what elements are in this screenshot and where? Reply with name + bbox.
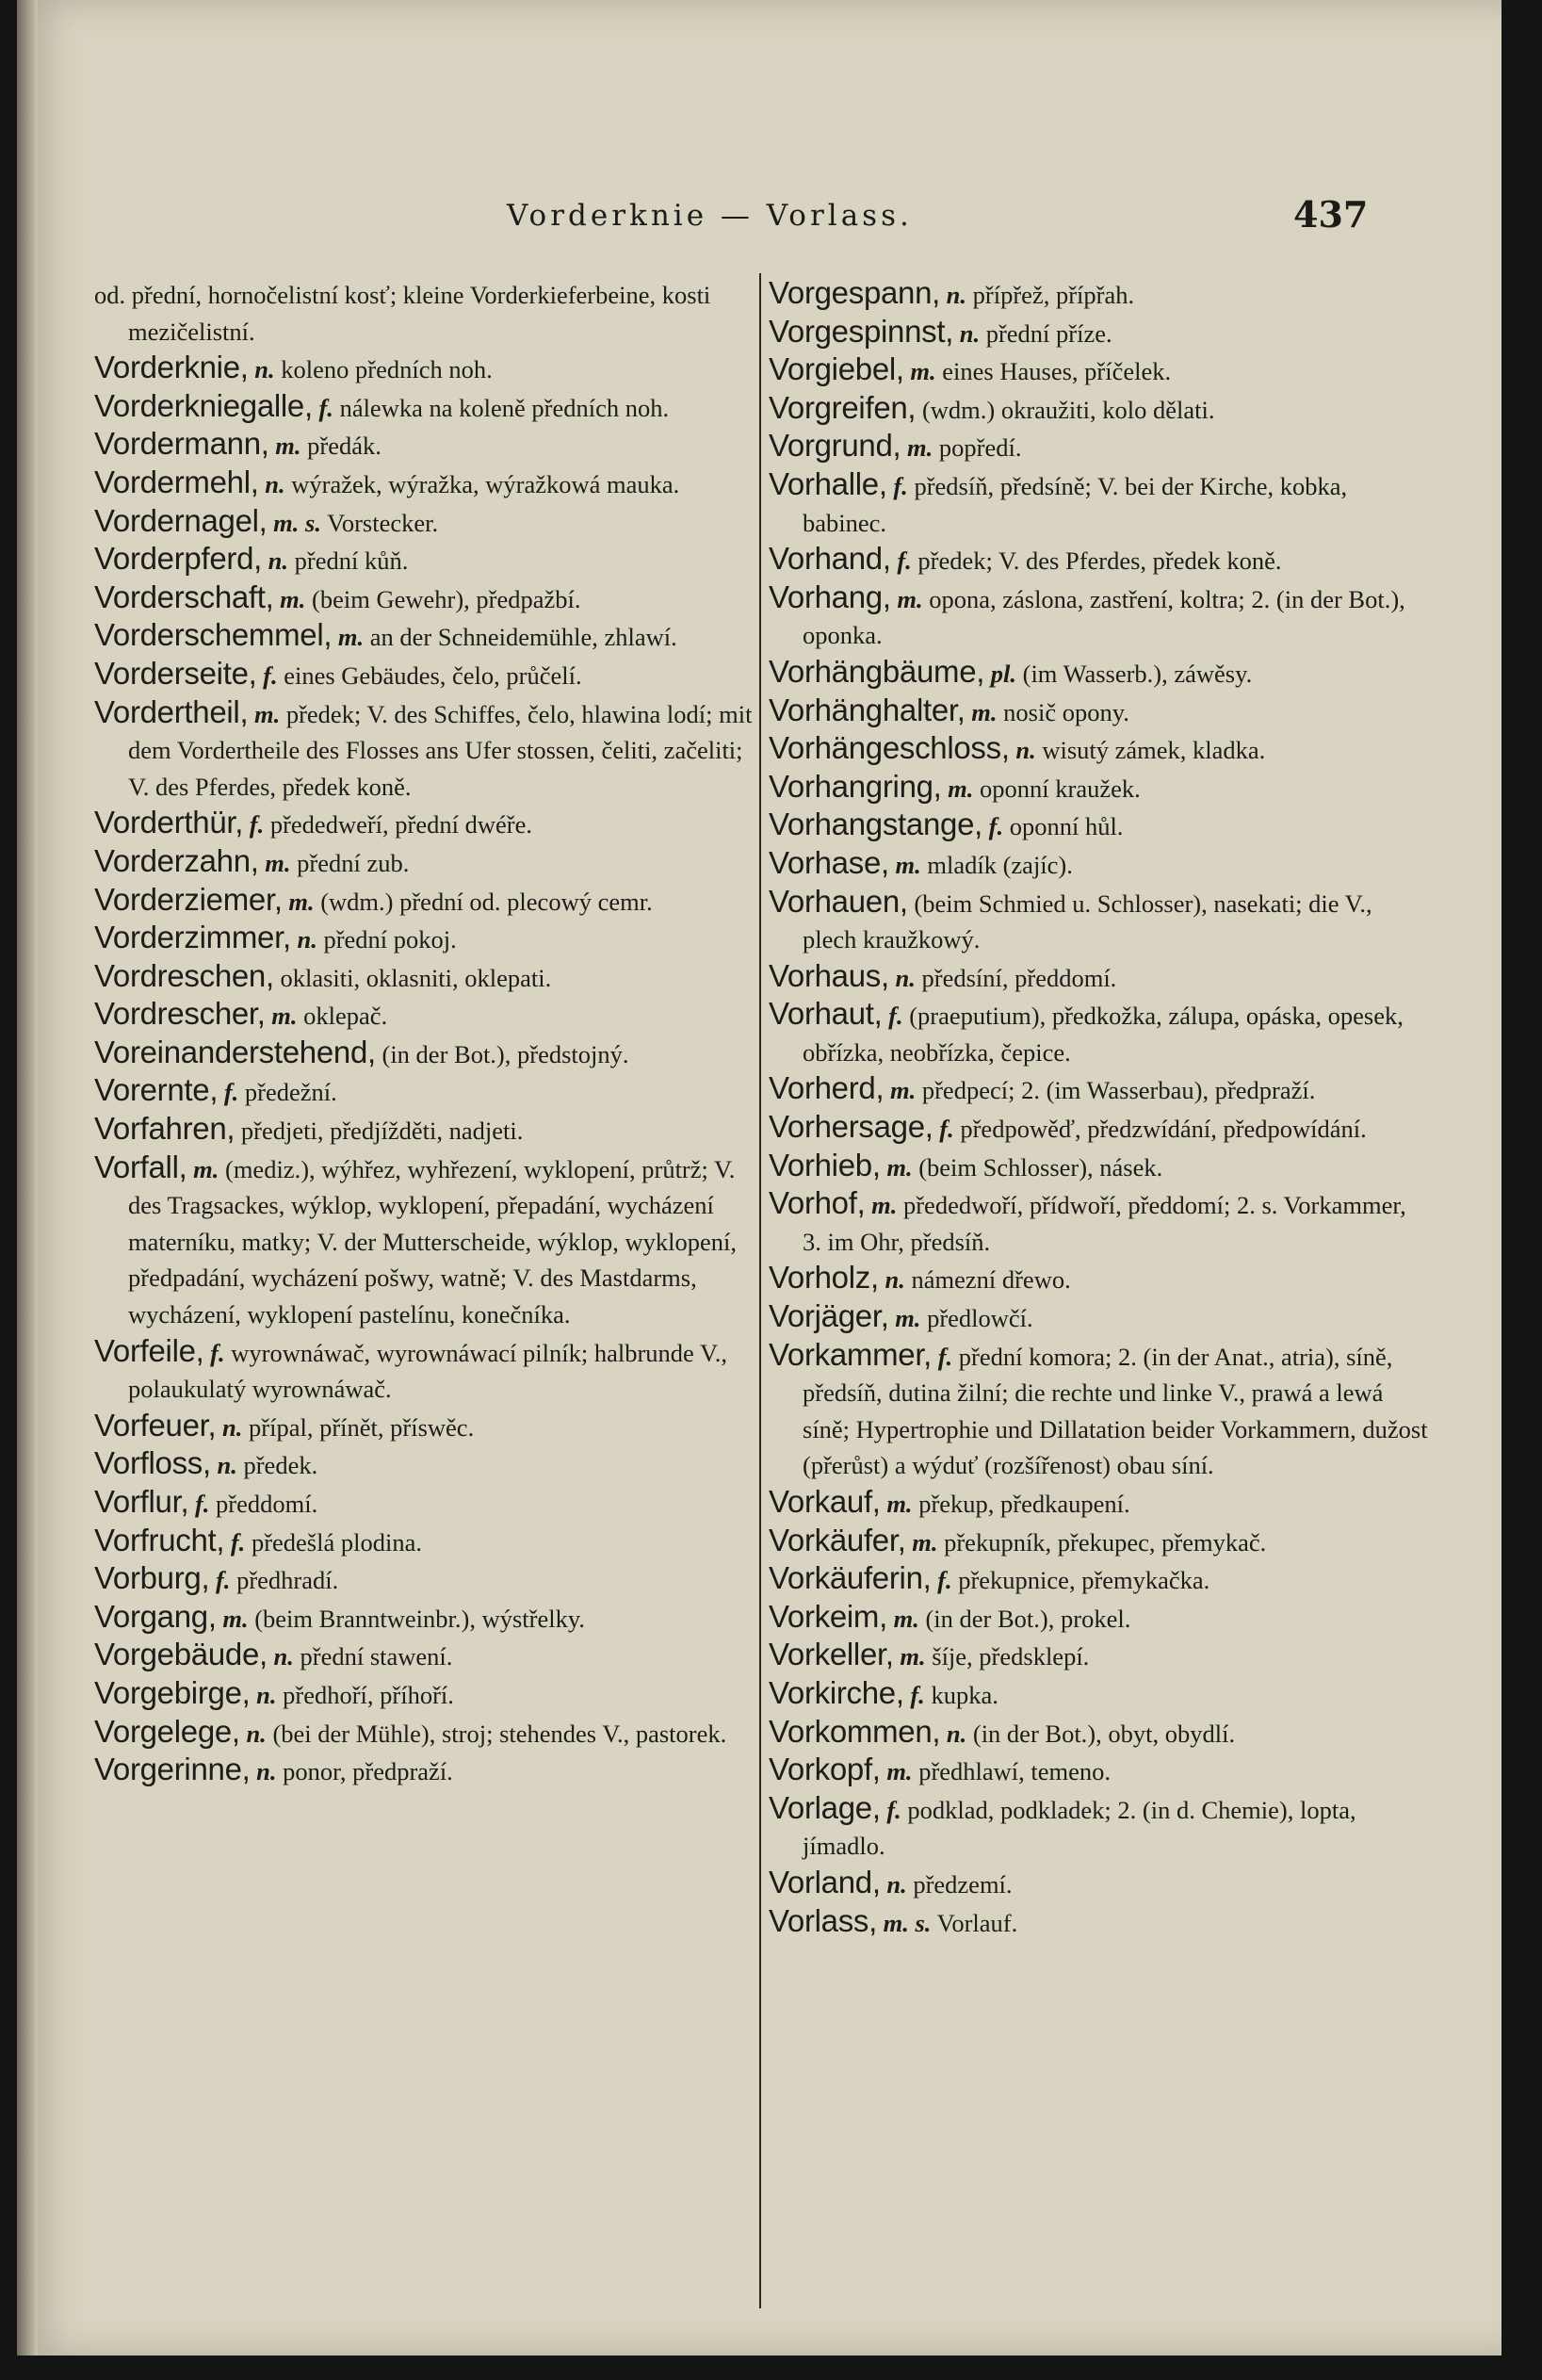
entry-grammar: n. [265,469,285,498]
entry-headword: Vorhieb, [769,1147,881,1182]
entry-definition: eines Hauses, příčelek. [942,357,1172,386]
entry-definition: oponní kraužek. [980,774,1141,803]
entry-definition: překupnice, přemykačka. [958,1566,1210,1595]
entry-definition: předpecí; 2. (im Wasserbau), předpraží. [921,1076,1316,1105]
entry-definition: přípřež, přípřah. [972,281,1135,309]
entry-headword: Vordernagel, [94,502,268,538]
entry-definition: podklad, podkladek; 2. (in d. Chemie), lopta, jímadlo. [803,1795,1356,1861]
entry-definition: předzemí. [913,1869,1013,1899]
entry-grammar: f. [263,660,278,690]
entry-definition: (im Wasserb.), záwěsy. [1022,659,1253,688]
entry-headword: Vorfall, [94,1149,187,1184]
entry-headword: Vorhauen, [769,883,908,919]
entry-headword: Vorkäufer, [769,1522,906,1557]
entry-grammar: f. [937,1566,952,1595]
entry-headword: Vorhalle, [769,465,887,501]
entry-headword: Vorhänghalter, [769,692,966,727]
entry-headword: Vorderkniegalle, [94,387,313,423]
entry-definition: přední komora; 2. (in der Anat., atria), síně, předsíň, dutina žilní; die rechte und linke V., prawá a lewá síně; Hypertrophie und Dillatation beider Vorkammern, dužost (přerůst) a wýduť (rozšířenost) obau síní. [803,1342,1428,1480]
entry-definition: předežní. [244,1078,337,1107]
dictionary-entry [769,1752,1428,1790]
dictionary-entry [94,1560,754,1599]
entry-definition: předek; V. des Pferdes, předek koně. [917,546,1282,576]
entry-headword: Vorgrund, [769,428,901,464]
entry-headword: Vorderseite, [94,655,257,691]
dictionary-entry [94,503,754,542]
entry-grammar: f. [886,1795,901,1824]
entry-headword: Vorfrucht, [94,1522,225,1557]
entry-headword: Vorderzahn, [94,842,259,878]
entry-headword: Vorderpferd, [94,541,263,577]
entry-headword: Vorhof, [769,1185,866,1221]
dictionary-entry [94,1637,754,1675]
entry-definition: předdomí. [216,1490,318,1518]
entry-definition: (mediz.), wýhřez, wyhřezení, wyklopení, průtrž; V. des Tragsackes, wýklop, wyklopení, přepadání, wycházení materníku, matky; V. der Mutterscheide, wýklop, wyklopení, předpadání, wycházení pošwy, watně; V. des Mastdarms, wycházení, wyklopení pastelínu, konečníka. [128,1154,737,1329]
entry-grammar: m. [280,584,306,613]
entry-definition: námezní dřewo. [911,1265,1071,1295]
dictionary-entry [769,1714,1428,1752]
entry-headword: Vorgiebel, [769,351,904,387]
entry-grammar: m. [886,1757,913,1786]
dictionary-entry [94,1523,754,1561]
entry-headword: Vorfeile, [94,1332,204,1368]
dictionary-entry [769,1337,1428,1484]
entry-definition: nosič opony. [1003,697,1129,726]
dictionary-entry [769,807,1428,845]
dictionary-entry [94,1149,754,1333]
entry-grammar: pl. [990,659,1016,688]
entry-definition: (in der Bot.), předstojný. [381,1039,629,1068]
entry-definition: předák. [307,432,381,461]
entry-definition: oponní hůl. [1009,812,1124,841]
entry-headword: Vorhaut, [769,996,883,1032]
dictionary-entry [769,1185,1428,1260]
dictionary-entry [94,882,754,921]
entry-definition: přededweří, přední dwéře. [269,810,532,840]
dictionary-entry [769,351,1428,390]
entry-headword: Vorhangring, [769,768,942,804]
dictionary-entry [94,350,754,388]
entry-definition: přední příze. [985,318,1112,348]
entry-definition: přední pokoj. [323,925,457,954]
entry-grammar: m. [253,699,281,728]
entry-grammar: m. [222,1604,249,1633]
dictionary-entry [769,730,1428,769]
entry-headword: Vorkopf, [769,1752,881,1787]
entry-headword: Vorland, [769,1864,881,1899]
entry-grammar: m. s. [883,1908,932,1937]
entry-grammar: m. [886,1490,913,1518]
entry-definition: předek; V. des Schiffes, čelo, hlawina lodí; mit dem Vordertheile des Flosses ans Ufer stossen, čeliti, začeliti; V. des Pferdes, předek koně. [128,699,753,801]
entry-headword: Vordertheil, [94,693,249,729]
entry-headword: Vorfeuer, [94,1407,217,1443]
entry-definition: překupník, překupec, přemykač. [944,1527,1267,1557]
entry-headword: Vorhangstange, [769,807,982,842]
dictionary-entry [769,884,1428,958]
entry-headword: Vorgreifen, [769,389,917,425]
page-number: 437 [1293,193,1369,236]
dictionary-entry [769,1484,1428,1523]
dictionary-entry [769,390,1428,429]
entry-definition: přední zub. [297,848,410,877]
entry-headword: Vorkommen, [769,1713,941,1749]
entry-grammar: f. [988,812,1004,841]
dictionary-entry [94,426,754,465]
entry-grammar: n. [895,963,916,992]
book-gutter [17,0,38,2356]
entry-grammar: n. [1015,736,1036,765]
dictionary-entry [94,579,754,618]
entry-headword: Vorgerinne, [94,1752,251,1787]
dictionary-entry [769,1523,1428,1561]
entry-headword: Vorholz, [769,1260,879,1296]
entry-grammar: m. [912,1527,938,1557]
entry-grammar: m. [907,433,933,463]
entry-grammar: f. [215,1566,231,1595]
entry-headword: Vorhase, [769,844,889,880]
entry-grammar: m. [265,848,291,877]
entry-definition: předsíní, předdomí. [921,963,1117,992]
entry-grammar: m. s. [273,508,321,537]
dictionary-entry [94,1408,754,1446]
entry-definition: přípal, přínět, příswěc. [249,1412,475,1442]
entry-grammar: f. [897,546,912,576]
dictionary-entry [94,1484,754,1523]
entry-headword: Vorderthür, [94,805,244,840]
dictionary-entry [769,1865,1428,1903]
entry-definition: předhradí. [236,1566,339,1595]
dictionary-entry [769,1148,1428,1186]
dictionary-entry [769,314,1428,352]
dictionary-entry [769,275,1428,314]
entry-headword: Vorkauf, [769,1484,881,1519]
entry-definition: předešlá plodina. [251,1527,422,1557]
entry-headword: Vorgelege, [94,1713,240,1749]
entry-definition: šíje, předsklepí. [932,1642,1090,1671]
entry-definition: koleno předních noh. [281,355,493,384]
entry-grammar: m. [895,1304,921,1333]
entry-grammar: m. [910,357,936,386]
entry-definition: (beim Schmied u. Schlosser), nasekati; die V., plech kraužkowý. [803,888,1372,954]
entry-headword: Vorkirche, [769,1674,904,1710]
entry-headword: Vorhängeschloss, [769,730,1010,766]
entry-headword: Vorderschaft, [94,579,274,614]
entry-grammar: f. [888,1002,903,1031]
dictionary-entry [94,1752,754,1790]
dictionary-entry [94,617,754,656]
entry-headword: Vorfahren, [94,1111,235,1147]
entry-grammar: m. [971,697,998,726]
entry-headword: Vordreschen, [94,957,274,993]
dictionary-entry [769,428,1428,466]
entry-definition: Vorlauf. [936,1908,1018,1937]
entry-headword: Voreinanderstehend, [94,1034,376,1069]
entry-headword: Vorfloss, [94,1445,211,1481]
dictionary-entry [769,1109,1428,1148]
entry-grammar: m. [271,1002,298,1031]
dictionary-entry [94,541,754,579]
entry-headword: Vorgespann, [769,275,941,310]
entry-definition: (praeputium), předkožka, zálupa, opáska, opesek, obřízka, neobřízka, čepice. [803,1002,1404,1067]
dictionary-entry [94,1111,754,1149]
dictionary-entry [769,654,1428,693]
entry-grammar: m. [889,1076,917,1105]
running-title: Vorderknie — Vorlass. [507,199,913,233]
entry-grammar: f. [210,1338,225,1367]
entry-headword: Vorhängbäume, [769,653,985,689]
dictionary-entry [94,1072,754,1111]
page-header [17,193,1501,240]
entry-definition: předek. [243,1451,318,1480]
entry-definition: předpowěď, předzwídání, předpowídání. [960,1115,1367,1144]
entry-headword: Vorderknie, [94,350,249,385]
entry-definition: nálewka na koleně předních noh. [339,393,670,422]
entry-definition: Vorstecker. [327,508,439,537]
entry-headword: Vordermehl, [94,464,259,499]
entry-definition: přední stawení. [300,1642,453,1671]
dictionary-entry [769,1675,1428,1714]
entry-headword: Vorgebäude, [94,1637,268,1672]
entry-definition: předhlawí, temeno. [918,1757,1112,1786]
entry-definition: (in der Bot.), obyt, obydlí. [972,1719,1236,1748]
entry-grammar: m. [337,623,365,652]
dictionary-entry [94,1035,754,1073]
dictionary-entry [94,388,754,427]
entry-grammar: n. [959,318,981,348]
entry-headword: Vorgespinnst, [769,313,954,349]
entry-definition: předsíň, předsíně; V. bei der Kirche, kobka, babinec. [803,471,1348,537]
entry-headword: Vorlass, [769,1902,877,1938]
dictionary-entry [769,1070,1428,1109]
entry-grammar: f. [194,1490,210,1518]
entry-grammar: n. [217,1451,237,1480]
entry-grammar: n. [946,281,967,309]
entry-definition: předjeti, předjížděti, nadjeti. [240,1117,524,1146]
entry-grammar: n. [885,1265,905,1295]
entry-headword: Vorflur, [94,1484,189,1519]
dictionary-entry [94,1445,754,1484]
dictionary-entry [94,1714,754,1752]
dictionary-entry [769,1298,1428,1337]
dictionary-entry [769,466,1428,541]
entry-definition: ponor, předpraží. [283,1757,453,1786]
dictionary-entry [769,541,1428,579]
entry-definition: wyrownáwač, wyrownáwací pilník; halbrunde V., polaukulatý wyrownáwač. [128,1338,727,1404]
dictionary-entry [769,1599,1428,1638]
entry-grammar: n. [246,1719,267,1748]
entry-definition: opona, záslona, zastření, koltra; 2. (in der Bot.), oponka. [803,584,1405,650]
entry-grammar: f. [223,1078,239,1107]
dictionary-entry [769,579,1428,654]
dictionary-entry [94,1599,754,1638]
entry-definition: (in der Bot.), prokel. [925,1604,1131,1633]
entry-headword: Vorderziemer, [94,881,283,917]
entry-grammar: m. [288,887,315,916]
entry-definition: předlowčí. [927,1304,1033,1333]
entry-grammar: m. [193,1154,219,1183]
entry-headword: Vorkeim, [769,1598,887,1634]
entry-grammar: n. [268,546,289,576]
entry-definition: (beim Schlosser), násek. [918,1152,1163,1182]
entry-definition: (wdm.) přední od. plecowý cemr. [320,887,653,916]
dictionary-entry [94,656,754,694]
entry-headword: Vorkäuferin, [769,1560,932,1596]
dictionary-entry [94,275,754,350]
entry-grammar: m. [895,850,921,879]
entry-grammar: f. [249,810,265,840]
entry-headword: Vorjäger, [769,1298,889,1334]
entry-headword: Vorherd, [769,1070,885,1106]
column-divider [759,273,761,2308]
entry-headword: Vorhand, [769,541,891,577]
entry-grammar: f. [937,1342,953,1371]
dictionary-page [17,0,1501,2356]
entry-definition: an der Schneidemühle, zhlawí. [369,623,677,652]
entry-grammar: m. [897,584,923,613]
entry-definition: kupka. [931,1680,998,1709]
entry-headword: Vorlage, [769,1789,881,1825]
entry-grammar: f. [893,471,908,500]
entry-headword: Vorkeller, [769,1637,894,1672]
dictionary-entry [94,996,754,1035]
entry-grammar: m. [886,1152,913,1182]
dictionary-entry [769,1637,1428,1675]
entry-headword: Vorernte, [94,1072,219,1108]
entry-headword: Vorkammer, [769,1336,933,1372]
entry-grammar: n. [222,1412,243,1442]
dictionary-entry [769,1790,1428,1865]
dictionary-entry [94,694,754,806]
entry-grammar: n. [256,1757,277,1786]
entry-grammar: m. [871,1191,898,1220]
entry-definition: přededwoří, přídwoří, předdomí; 2. s. Vorkammer, 3. im Ohr, předsíň. [803,1191,1406,1256]
entry-definition: eines Gebäudes, čelo, průčelí. [284,660,582,690]
entry-grammar: n. [297,925,317,954]
entry-grammar: n. [886,1869,907,1899]
entry-headword: Vorderzimmer, [94,920,291,955]
entry-definition: překup, předkaupení. [918,1490,1130,1518]
left-column [94,275,754,1790]
entry-grammar: m. [275,432,301,461]
entry-grammar: n. [256,1680,277,1709]
entry-grammar: m. [893,1604,919,1633]
entry-definition: (bei der Mühle), stroj; stehendes V., pastorek. [272,1719,727,1748]
dictionary-entry [94,920,754,958]
dictionary-entry [94,805,754,843]
entry-headword: Vorderschemmel, [94,617,333,653]
entry-grammar: m. [948,774,974,803]
entry-grammar: f. [230,1527,246,1557]
entry-definition: od. přední, hornočelistní kosť; kleine Vorderkieferbeine, kosti mezičelistní. [94,281,711,346]
dictionary-entry [769,996,1428,1070]
entry-grammar: f. [318,393,333,422]
entry-definition: mladík (zajíc). [927,850,1073,879]
dictionary-entry [769,958,1428,997]
dictionary-entry [94,1675,754,1714]
dictionary-entry [94,465,754,503]
dictionary-entry [769,1903,1428,1942]
entry-definition: wisutý zámek, kladka. [1042,736,1266,765]
dictionary-entry [94,958,754,997]
entry-definition: oklasiti, oklasniti, oklepati. [280,963,552,992]
entry-definition: (wdm.) okraužiti, kolo dělati. [921,395,1215,424]
entry-headword: Vorhang, [769,579,891,614]
entry-grammar: n. [254,355,275,384]
entry-grammar: n. [273,1642,294,1671]
entry-definition: (beim Gewehr), předpažbí. [312,584,581,613]
right-column [769,275,1428,1941]
entry-definition: wýražek, wýražka, wýražkowá mauka. [291,469,680,498]
entry-headword: Vorhaus, [769,957,889,993]
entry-definition: oklepač. [303,1002,388,1031]
entry-headword: Vorgang, [94,1598,217,1634]
dictionary-entry [94,843,754,882]
entry-grammar: f. [910,1680,925,1709]
entry-headword: Vordrescher, [94,996,266,1032]
entry-grammar: n. [946,1719,967,1748]
entry-definition: přední kůň. [294,546,409,576]
entry-headword: Vordermann, [94,426,269,462]
entry-definition: (beim Branntweinbr.), wýstřelky. [254,1604,586,1633]
entry-grammar: m. [900,1642,926,1671]
dictionary-entry [769,845,1428,884]
entry-headword: Vorhersage, [769,1109,933,1145]
entry-definition: popředí. [938,433,1022,463]
dictionary-entry [769,769,1428,807]
entry-headword: Vorburg, [94,1560,210,1596]
entry-definition: předhoří, příhoří. [283,1680,454,1709]
entry-headword: Vorgebirge, [94,1674,251,1710]
entry-grammar: f. [939,1115,954,1144]
dictionary-entry [769,693,1428,731]
dictionary-entry [769,1260,1428,1298]
dictionary-entry [94,1333,754,1408]
dictionary-entry [769,1560,1428,1599]
